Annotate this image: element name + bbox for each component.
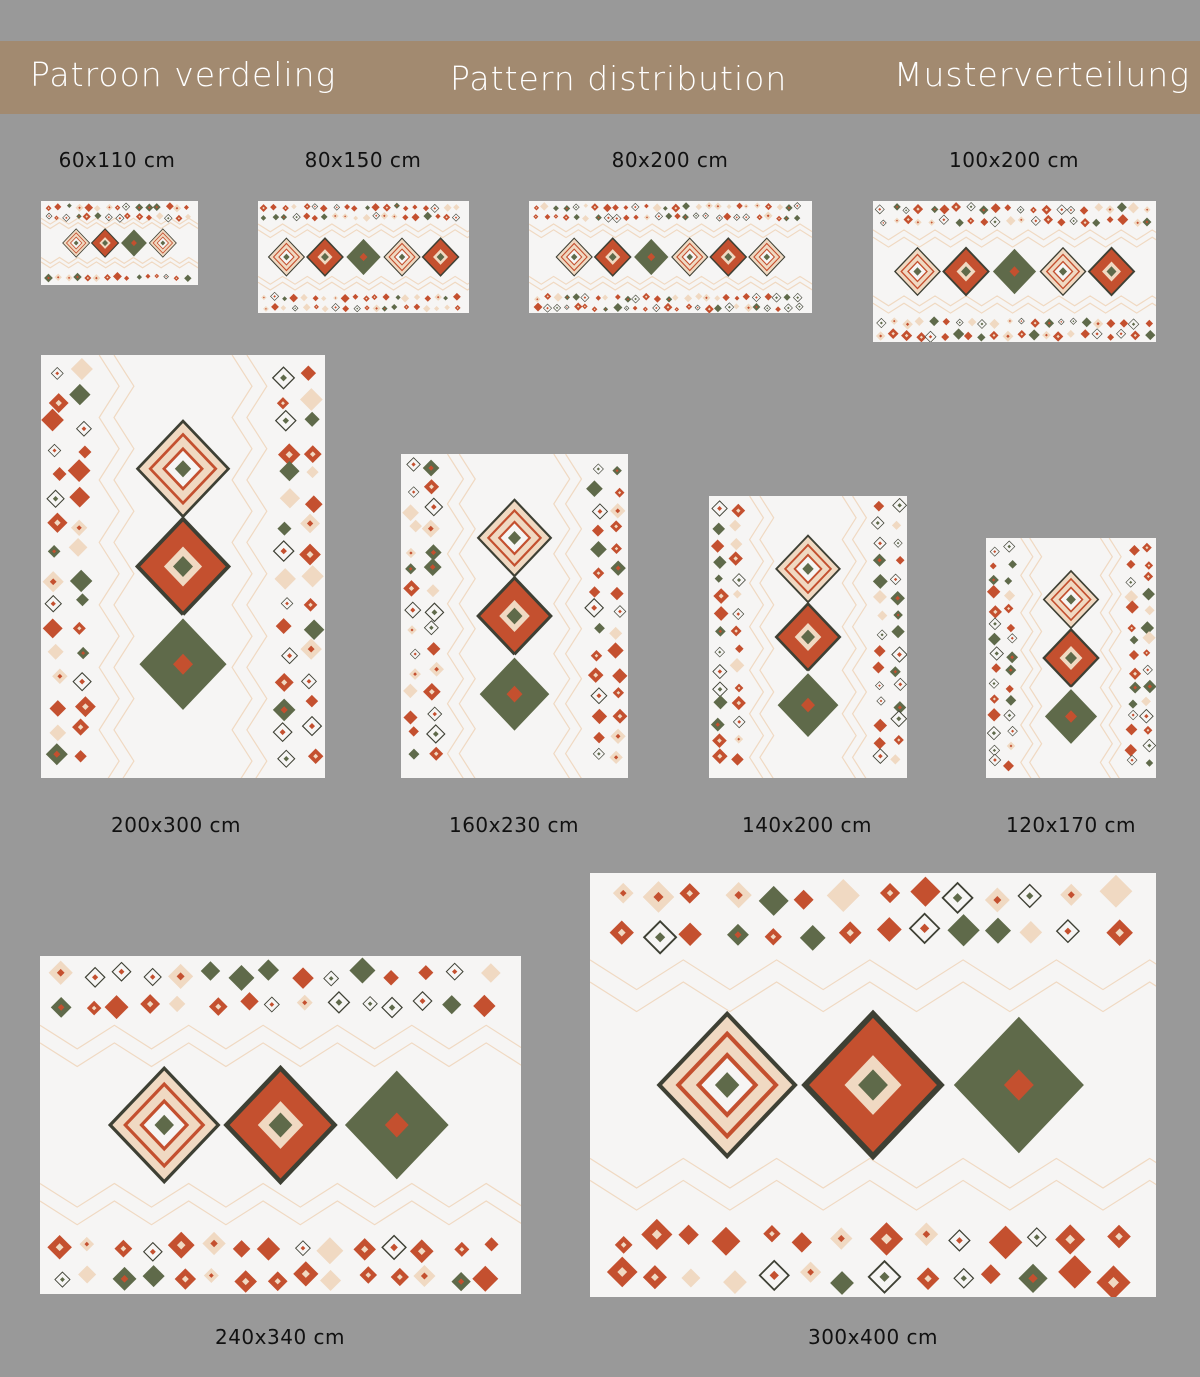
rug-preview-160x230: [401, 454, 628, 778]
banner-title-english: Pattern distribution: [450, 59, 788, 98]
banner-title-german: Musterverteilung: [894, 55, 1191, 94]
size-label-80x150: 80x150 cm: [304, 148, 422, 172]
header-banner: [0, 41, 1200, 114]
size-label-160x230: 160x230 cm: [448, 813, 580, 837]
rug-pattern: [401, 454, 628, 778]
rug-preview-240x340: [40, 956, 521, 1294]
rug-preview-120x170: [986, 538, 1156, 778]
rug-preview-200x300: [41, 355, 325, 778]
rug-preview-140x200: [709, 496, 907, 778]
size-label-200x300: 200x300 cm: [110, 813, 242, 837]
rug-pattern: [529, 201, 812, 313]
rug-pattern: [41, 201, 198, 285]
rug-pattern: [258, 201, 469, 313]
rug-pattern: [986, 538, 1156, 778]
size-label-60x110: 60x110 cm: [58, 148, 176, 172]
banner-title-dutch: Patroon verdeling: [30, 55, 337, 94]
rug-preview-80x150: [258, 201, 469, 313]
size-label-100x200: 100x200 cm: [948, 148, 1080, 172]
size-label-140x200: 140x200 cm: [741, 813, 873, 837]
rug-pattern: [590, 873, 1156, 1297]
rug-pattern: [40, 956, 521, 1294]
rug-preview-300x400: [590, 873, 1156, 1297]
rug-pattern: [41, 355, 325, 778]
rug-preview-80x200: [529, 201, 812, 313]
rug-preview-100x200: [873, 201, 1156, 342]
rug-pattern: [873, 201, 1156, 342]
size-label-240x340: 240x340 cm: [214, 1325, 346, 1349]
size-label-120x170: 120x170 cm: [1005, 813, 1137, 837]
size-label-80x200: 80x200 cm: [611, 148, 729, 172]
rug-pattern: [709, 496, 907, 778]
rug-preview-60x110: [41, 201, 198, 285]
size-label-300x400: 300x400 cm: [807, 1325, 939, 1349]
